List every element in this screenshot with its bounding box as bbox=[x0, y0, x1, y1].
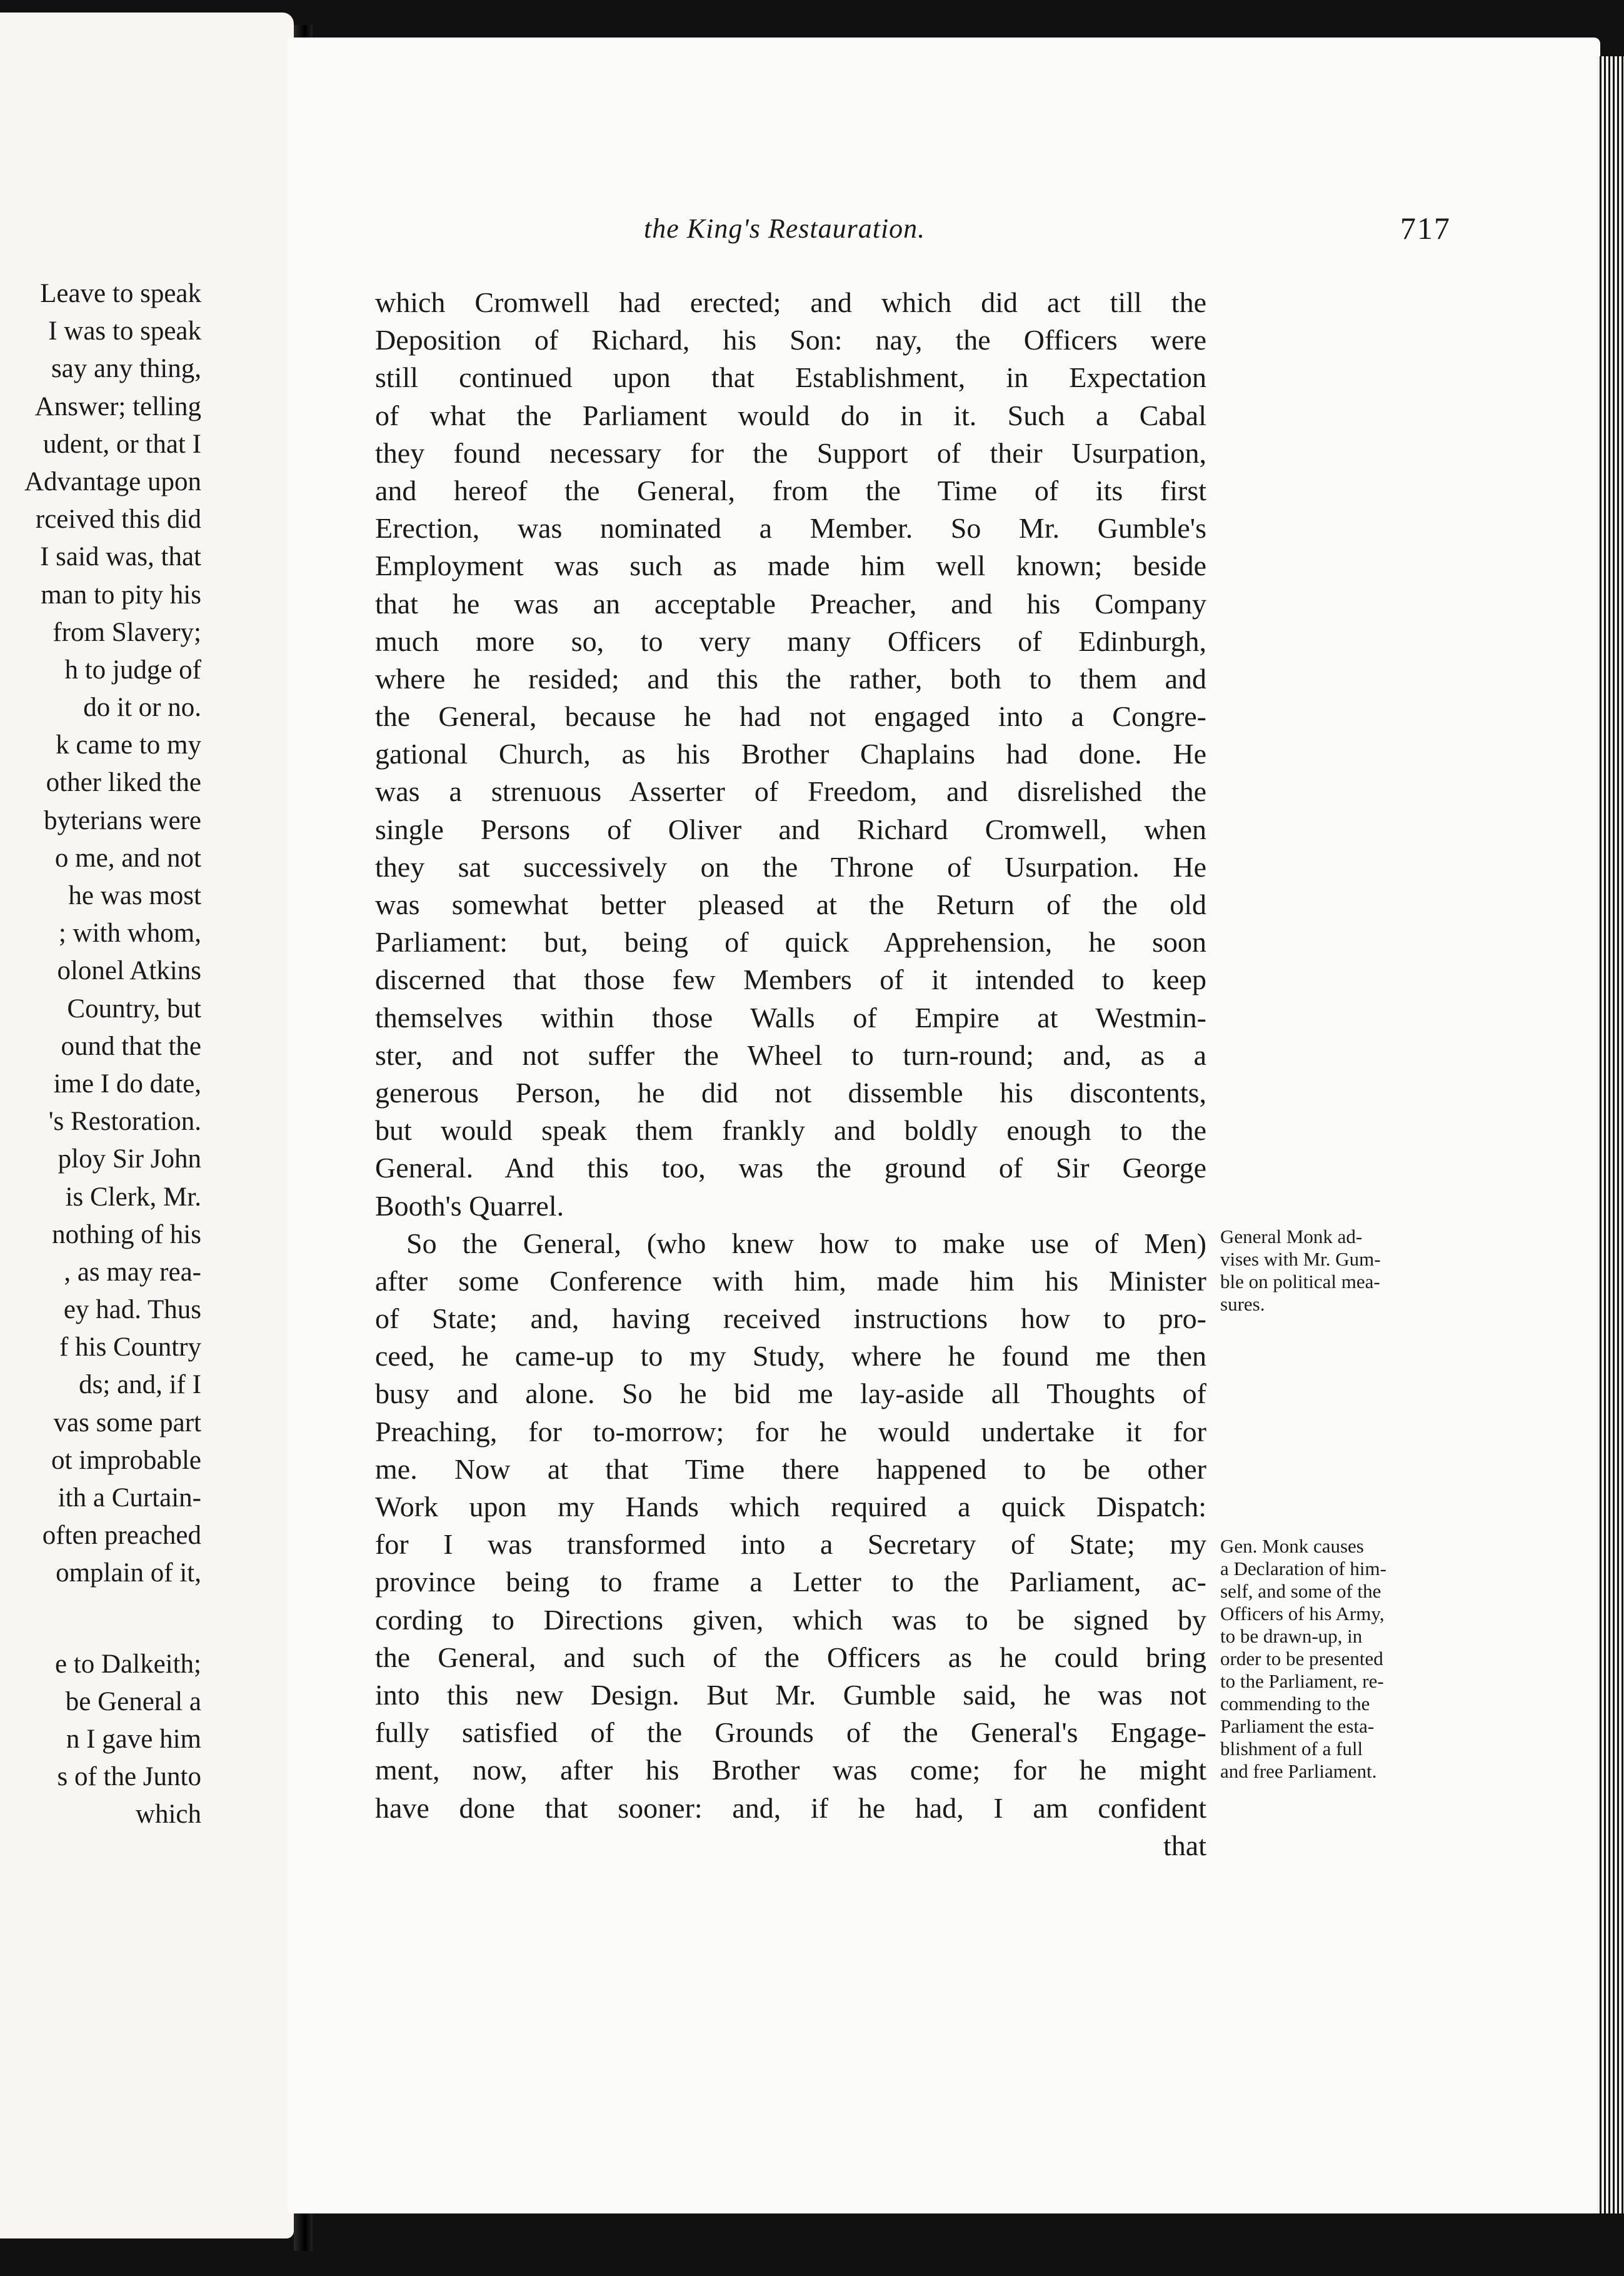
text-line: Work upon my Hands which required a quick Dispatch: bbox=[375, 1491, 1206, 1523]
left-page-line: ds; and, if I bbox=[79, 1370, 201, 1400]
left-page-line: ; with whom, bbox=[58, 919, 201, 949]
text-line: into this new Design. But Mr. Gumble said, he was not bbox=[375, 1678, 1206, 1711]
running-title: the King's Restauration. bbox=[644, 213, 926, 244]
left-page-text bbox=[0, 275, 201, 1834]
margin-note-line: vises with Mr. Gum- bbox=[1220, 1248, 1381, 1270]
left-page-line: Advantage upon bbox=[24, 466, 201, 496]
text-line: still continued upon that Establishment, in Expectation bbox=[375, 361, 1206, 394]
text-line: Employment was such as made him well known; beside bbox=[375, 550, 1206, 582]
left-page-line: he was most bbox=[68, 881, 201, 910]
text-line: discerned that those few Members of it intended to keep bbox=[375, 964, 1206, 996]
margin-note-line: self, and some of the bbox=[1220, 1580, 1381, 1602]
left-page-line: Answer; telling bbox=[34, 391, 201, 421]
left-page-line: h to judge of bbox=[64, 655, 201, 685]
text-line: fully satisfied of the Grounds of the General's Engage- bbox=[375, 1716, 1206, 1749]
page-number: 717 bbox=[1400, 211, 1451, 246]
margin-note-line: order to be presented bbox=[1220, 1648, 1383, 1669]
left-page-line: other liked the bbox=[46, 768, 201, 798]
text-line: So the General, (who knew how to make use of Men) bbox=[406, 1227, 1206, 1259]
left-page-line: be General a bbox=[65, 1686, 201, 1716]
left-page-line: ot improbable bbox=[51, 1445, 201, 1475]
margin-note-line: blishment of a full bbox=[1220, 1738, 1363, 1760]
text-line: of State; and, having received instructions how to pro- bbox=[375, 1302, 1206, 1335]
text-line: of what the Parliament would do in it. Such a Cabal bbox=[375, 399, 1206, 431]
left-page-line: say any thing, bbox=[51, 354, 201, 384]
left-page-line: ound that the bbox=[61, 1031, 201, 1061]
text-line: cording to Directions given, which was to be signed by bbox=[375, 1603, 1206, 1636]
left-page-line: s of the Junto bbox=[57, 1762, 201, 1792]
text-line: that he was an acceptable Preacher, and his Company bbox=[375, 587, 1206, 620]
margin-note-line: a Declaration of him- bbox=[1220, 1558, 1386, 1579]
left-page-line: ith a Curtain- bbox=[58, 1483, 201, 1513]
text-line: Preaching, for to-morrow; for he would undertake it for bbox=[375, 1415, 1206, 1448]
text-line: much more so, to very many Officers of Edinburgh, bbox=[375, 625, 1206, 657]
margin-note-line: commending to the bbox=[1220, 1693, 1370, 1715]
text-line: was a strenuous Asserter of Freedom, and disrelished the bbox=[375, 775, 1206, 808]
left-page-line: udent, or that I bbox=[43, 429, 201, 459]
left-page-line: k came to my bbox=[56, 730, 201, 760]
margin-note-line: ble on political mea- bbox=[1220, 1271, 1380, 1292]
margin-note-line: Officers of his Army, bbox=[1220, 1603, 1385, 1624]
text-line: themselves within those Walls of Empire at Westmin- bbox=[375, 1001, 1206, 1034]
text-line: for I was transformed into a Secretary of State; my bbox=[375, 1528, 1206, 1561]
left-page-line: Leave to speak bbox=[40, 279, 201, 308]
text-line: which Cromwell had erected; and which did act till the bbox=[375, 286, 1206, 318]
text-line: Erection, was nominated a Member. So Mr. Gumble's bbox=[375, 512, 1206, 545]
left-page-line: is Clerk, Mr. bbox=[65, 1182, 201, 1212]
text-line: was somewhat better pleased at the Return of the old bbox=[375, 889, 1206, 920]
text-line: gational Church, as his Brother Chaplains had done. He bbox=[375, 738, 1206, 770]
left-page-line: , as may rea- bbox=[64, 1257, 201, 1287]
text-line: ceed, he came-up to my Study, where he found me then bbox=[375, 1340, 1206, 1372]
text-line: generous Person, he did not dissemble his discontents, bbox=[375, 1076, 1206, 1109]
text-line: the General, and such of the Officers as he could bring bbox=[375, 1641, 1206, 1673]
text-line: the General, because he had not engaged into a Congre- bbox=[375, 700, 1206, 733]
left-page-line: ey had. Thus bbox=[63, 1295, 201, 1325]
left-page-line: o me, and not bbox=[54, 843, 201, 873]
left-page-line: I said was, that bbox=[40, 542, 201, 572]
text-line: General. And this too, was the ground of Sir George bbox=[375, 1152, 1206, 1184]
left-page-line: e to Dalkeith; bbox=[54, 1649, 201, 1679]
left-page-line: ime I do date, bbox=[53, 1069, 201, 1099]
left-page-line: from Slavery; bbox=[53, 617, 201, 647]
text-line: after some Conference with him, made him his Minister bbox=[375, 1264, 1206, 1297]
left-page-line: often preached bbox=[42, 1521, 201, 1551]
text-line: ster, and not suffer the Wheel to turn-round; and, as a bbox=[375, 1039, 1206, 1071]
margin-note-line: General Monk ad- bbox=[1220, 1226, 1363, 1247]
left-page-line: byterians were bbox=[44, 805, 201, 835]
left-page-line: olonel Atkins bbox=[57, 956, 201, 986]
text-line: and hereof the General, from the Time of its first bbox=[375, 474, 1206, 506]
left-page-line: ploy Sir John bbox=[58, 1144, 201, 1174]
margin-note-monk-declaration bbox=[1220, 1535, 1464, 1783]
text-line: where he resided; and this the rather, both to them and bbox=[375, 662, 1206, 695]
text-line: province being to frame a Letter to the Parliament, ac- bbox=[375, 1566, 1206, 1598]
left-page-line: 's Restoration. bbox=[48, 1107, 201, 1137]
margin-note-line: sures. bbox=[1220, 1293, 1265, 1315]
text-line: single Persons of Oliver and Richard Cromwell, when bbox=[375, 813, 1206, 845]
main-text-block bbox=[375, 284, 1206, 1865]
text-line: have done that sooner: and, if he had, I am confident bbox=[375, 1791, 1206, 1824]
text-line: but would speak them frankly and boldly enough to the bbox=[375, 1114, 1206, 1147]
margin-note-line: Gen. Monk causes bbox=[1220, 1535, 1364, 1557]
left-page-line: do it or no. bbox=[83, 693, 201, 723]
left-page-line: omplain of it, bbox=[56, 1558, 201, 1588]
text-line: that bbox=[1163, 1829, 1206, 1861]
left-page-line: vas some part bbox=[53, 1407, 201, 1438]
text-line: me. Now at that Time there happened to be other bbox=[375, 1453, 1206, 1485]
text-line: Booth's Quarrel. bbox=[375, 1189, 564, 1222]
left-page-line: nothing of his bbox=[52, 1219, 201, 1249]
left-page-line: I was to speak bbox=[48, 316, 201, 346]
text-line: Deposition of Richard, his Son: nay, the Officers were bbox=[375, 324, 1206, 356]
text-line: Parliament: but, being of quick Apprehension, he soon bbox=[375, 926, 1206, 959]
margin-note-line: and free Parliament. bbox=[1220, 1760, 1377, 1782]
left-page-line: f his Country bbox=[59, 1332, 201, 1362]
left-page-line: n I gave him bbox=[66, 1724, 201, 1754]
text-line: ment, now, after his Brother was come; for he might bbox=[375, 1754, 1206, 1786]
text-line: they sat successively on the Throne of Usurpation. He bbox=[375, 850, 1206, 883]
margin-note-monk-advises bbox=[1220, 1226, 1464, 1316]
left-page-line: Country, but bbox=[67, 994, 201, 1024]
left-page bbox=[0, 13, 294, 2238]
text-line: they found necessary for the Support of their Usurpation, bbox=[375, 436, 1206, 469]
text-line: busy and alone. So he bid me lay-aside all Thoughts of bbox=[375, 1377, 1206, 1410]
left-page-line: rceived this did bbox=[35, 505, 201, 535]
left-page-line: man to pity his bbox=[41, 580, 201, 610]
margin-note-line: Parliament the esta- bbox=[1220, 1715, 1375, 1737]
left-page-line: which bbox=[135, 1800, 201, 1830]
margin-note-line: to be drawn-up, in bbox=[1220, 1625, 1363, 1647]
page-edges bbox=[1597, 56, 1624, 2213]
margin-note-line: to the Parliament, re- bbox=[1220, 1670, 1384, 1692]
